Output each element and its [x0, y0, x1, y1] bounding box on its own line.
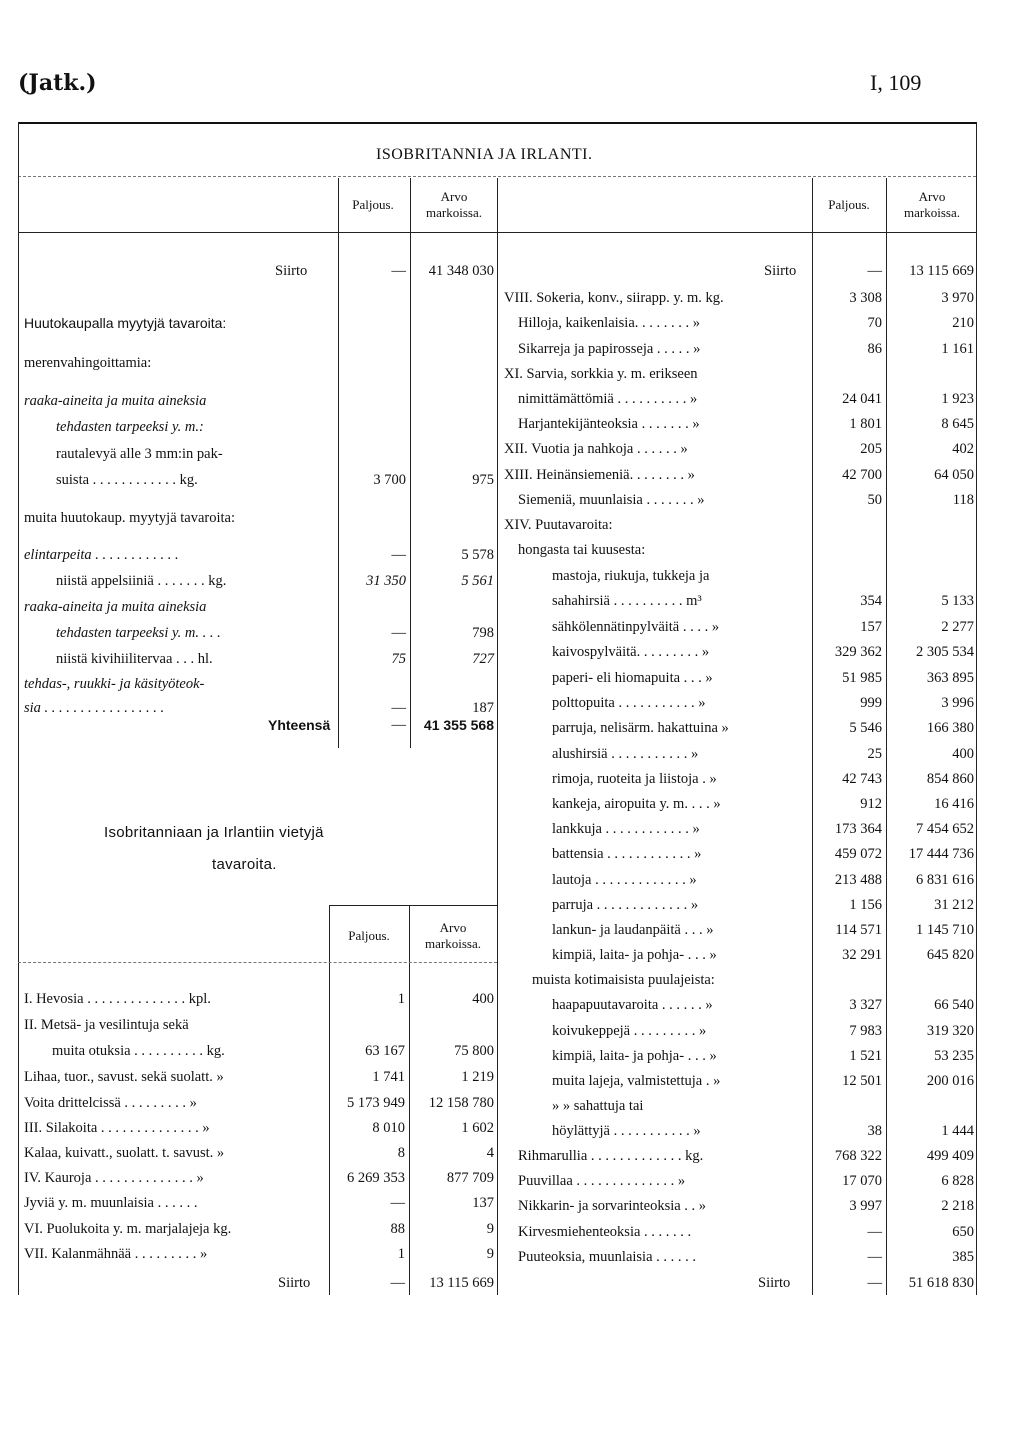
export-row-label: muista kotimaisista puulajeista:	[532, 972, 715, 988]
exports-title-line2: tavaroita.	[212, 856, 277, 873]
auction-row-label: tehdas-, ruukki- ja käsityöteok-	[24, 676, 205, 692]
export-row-label: Hilloja, kaikenlaisia. . . . . . . . »	[518, 315, 701, 331]
export-row-label: VII. Kalanmähnää . . . . . . . . . »	[24, 1246, 208, 1262]
export-row-qty: 32 291	[842, 947, 882, 963]
export-row-qty: 3 997	[849, 1198, 882, 1214]
export-row-label: kimpiä, laita- ja pohja- . . . »	[552, 947, 717, 963]
col-head-value-left: Arvo markoissa.	[426, 189, 482, 221]
export-row-value: 2 218	[941, 1198, 974, 1214]
section-marker: (Jatk.)	[18, 70, 97, 96]
left2-qty-rule	[329, 905, 330, 1295]
export-row-value: 6 831 616	[916, 872, 974, 888]
export-row-qty: 38	[867, 1123, 882, 1139]
export-row-qty: 329 362	[834, 644, 882, 660]
export-row-label: lankkuja . . . . . . . . . . . . »	[552, 821, 700, 837]
export-row-value: 118	[952, 492, 974, 508]
export-row-value: 166 380	[926, 720, 974, 736]
col-head-value-left2: Arvo markoissa.	[425, 920, 481, 952]
siirto-val-bottom-left: 13 115 669	[429, 1275, 494, 1291]
export-row-qty: 1 801	[849, 416, 882, 432]
siirto-val-top-left: 41 348 030	[428, 263, 494, 279]
export-row-value: 1 602	[461, 1120, 494, 1136]
export-row-label: mastoja, riukuja, tukkeja ja	[552, 568, 710, 584]
siirto-qty-top-left: —	[391, 263, 406, 279]
left-qty-rule	[338, 178, 339, 748]
export-row-label: Voita drittelcissä . . . . . . . . . »	[24, 1095, 197, 1111]
export-row-label: » » sahattuja tai	[552, 1098, 644, 1114]
auction-row-value: 727	[472, 651, 494, 667]
export-row-qty: 88	[390, 1221, 405, 1237]
export-row-label: battensia . . . . . . . . . . . . »	[552, 846, 702, 862]
export-row-label: paperi- eli hiomapuita . . . »	[552, 670, 713, 686]
export-row-label: Jyviä y. m. muunlaisia . . . . . .	[24, 1195, 198, 1211]
center-rule	[497, 178, 498, 1295]
export-row-value: 137	[472, 1195, 494, 1211]
auction-row-label: niistä appelsiiniä . . . . . . . kg.	[56, 573, 227, 589]
export-row-value: 9	[486, 1221, 494, 1237]
export-row-value: 2 277	[941, 619, 974, 635]
export-row-qty: 42 700	[842, 467, 882, 483]
export-row-qty: 5 546	[849, 720, 882, 736]
export-row-label: Kalaa, kuivatt., suolatt. t. savust. »	[24, 1145, 225, 1161]
left-edge-rule	[18, 122, 19, 1295]
export-row-qty: 6 269 353	[347, 1170, 405, 1186]
export-row-value: 3 970	[941, 290, 974, 306]
export-row-qty: 42 743	[842, 771, 882, 787]
auction-row-label: muita huutokaup. myytyjä tavaroita:	[24, 510, 236, 526]
export-row-qty: 70	[867, 315, 882, 331]
right-val-rule	[886, 178, 887, 1295]
siirto-qty-top-right: —	[867, 263, 882, 279]
export-row-label: koivukeppejä . . . . . . . . . »	[552, 1023, 707, 1039]
export-row-value: 363 895	[926, 670, 974, 686]
export-row-value: 6 828	[941, 1173, 974, 1189]
export-row-value: 854 860	[926, 771, 974, 787]
export-row-value: 400	[472, 991, 494, 1007]
export-row-label: Rihmarullia . . . . . . . . . . . . . kg.	[518, 1148, 704, 1164]
page-title: ISOBRITANNIA JA IRLANTI.	[376, 146, 593, 163]
export-row-value: 2 305 534	[916, 644, 974, 660]
auction-row-label: suista . . . . . . . . . . . . kg.	[56, 472, 198, 488]
export-row-label: kankeja, airopuita y. m. . . . »	[552, 796, 721, 812]
export-row-value: 53 235	[934, 1048, 974, 1064]
export-row-qty: 12 501	[842, 1073, 882, 1089]
export-row-qty: —	[867, 1224, 882, 1240]
export-row-qty: 213 488	[834, 872, 882, 888]
left2-val-rule	[409, 905, 410, 1295]
col-head-qty-right: Paljous.	[828, 197, 870, 212]
export-row-label: Puuvillaa . . . . . . . . . . . . . . »	[518, 1173, 686, 1189]
export-row-label: IV. Kauroja . . . . . . . . . . . . . . »	[24, 1170, 204, 1186]
export-row-qty: 205	[860, 441, 882, 457]
export-row-label: lankun- ja laudanpäitä . . . »	[552, 922, 714, 938]
export-row-label: parruja . . . . . . . . . . . . . »	[552, 897, 699, 913]
export-row-qty: 114 571	[835, 922, 882, 938]
auction-row-label: raaka-aineita ja muita aineksia	[24, 393, 207, 409]
export-row-label: lautoja . . . . . . . . . . . . . »	[552, 872, 697, 888]
export-row-value: 12 158 780	[428, 1095, 494, 1111]
export-row-label: Nikkarin- ja sorvarinteoksia . . »	[518, 1198, 707, 1214]
export-row-label: III. Silakoita . . . . . . . . . . . . . . »	[24, 1120, 210, 1136]
export-row-value: 17 444 736	[908, 846, 974, 862]
export-row-label: parruja, nelisärm. hakattuina »	[552, 720, 729, 736]
export-row-qty: 1	[397, 1246, 405, 1262]
right-edge-rule	[976, 122, 977, 1295]
title-rule	[18, 176, 976, 177]
export-row-qty: 1 741	[372, 1069, 405, 1085]
page-number: I, 109	[870, 70, 922, 95]
export-row-label: kimpiä, laita- ja pohja- . . . »	[552, 1048, 717, 1064]
auction-row-qty: 31 350	[366, 573, 406, 589]
export-row-label: kaivospylväitä. . . . . . . . . »	[552, 644, 710, 660]
export-row-label: XIV. Puutavaroita:	[504, 517, 613, 533]
yhteensa-qty: —	[391, 717, 406, 733]
export-row-value: 499 409	[926, 1148, 974, 1164]
export-row-qty: 86	[867, 341, 882, 357]
export-row-qty: 768 322	[834, 1148, 882, 1164]
col-head-qty-left2: Paljous.	[348, 928, 390, 943]
export-row-qty: 999	[860, 695, 882, 711]
export-row-qty: 1	[397, 991, 405, 1007]
export-row-label: Sikarreja ja papirosseja . . . . . »	[518, 341, 701, 357]
export-row-label: VIII. Sokeria, konv., siirapp. y. m. kg.	[504, 290, 724, 306]
export-row-value: 16 416	[934, 796, 974, 812]
export-row-value: 5 133	[941, 593, 974, 609]
export-row-qty: 63 167	[365, 1043, 405, 1059]
export-row-label: muita lajeja, valmistettuja . »	[552, 1073, 721, 1089]
auction-row-label: rautalevyä alle 3 mm:in pak-	[56, 446, 223, 462]
auction-row-label: merenvahingoittamia:	[24, 355, 152, 371]
auction-row-qty: 75	[391, 651, 406, 667]
export-row-value: 210	[952, 315, 974, 331]
auction-row-qty: —	[391, 625, 406, 641]
export-row-qty: 912	[860, 796, 882, 812]
export-row-value: 7 454 652	[916, 821, 974, 837]
export-row-label: sahahirsiä . . . . . . . . . . m³	[552, 593, 702, 609]
export-row-label: Harjantekijänteoksia . . . . . . . »	[518, 416, 700, 432]
siirto-label-top-right: Siirto	[764, 263, 797, 279]
export-row-label: II. Metsä- ja vesilintuja sekä	[24, 1017, 189, 1033]
export-row-value: 4	[486, 1145, 494, 1161]
left2-head-rule	[18, 962, 497, 963]
export-row-label: Kirvesmiehenteoksia . . . . . . .	[518, 1224, 692, 1240]
export-row-label: XI. Sarvia, sorkkia y. m. erikseen	[504, 366, 698, 382]
export-row-qty: 8 010	[372, 1120, 405, 1136]
auction-row-qty: —	[391, 547, 406, 563]
yhteensa-label: Yhteensä	[268, 717, 331, 733]
siirto-val-top-right: 13 115 669	[909, 263, 974, 279]
export-row-qty: 3 308	[849, 290, 882, 306]
export-row-label: I. Hevosia . . . . . . . . . . . . . . kpl.	[24, 991, 211, 1007]
siirto-label-bottom-right: Siirto	[758, 1275, 791, 1291]
export-row-value: 1 444	[941, 1123, 974, 1139]
export-row-qty: —	[867, 1249, 882, 1265]
export-row-value: 650	[952, 1224, 974, 1240]
auction-row-value: 798	[472, 625, 494, 641]
export-row-value: 1 145 710	[916, 922, 974, 938]
export-row-value: 8 645	[941, 416, 974, 432]
exports-title-line1: Isobritanniaan ja Irlantiin vietyjä	[104, 824, 324, 841]
auction-row-label: tehdasten tarpeeksi y. m. . . .	[56, 625, 221, 641]
export-row-qty: 354	[860, 593, 882, 609]
siirto-label-bottom-left: Siirto	[278, 1275, 311, 1291]
right-qty-rule	[812, 178, 813, 1295]
auction-row-value: 187	[472, 700, 494, 716]
export-row-value: 31 212	[934, 897, 974, 913]
siirto-val-bottom-right: 51 618 830	[908, 1275, 974, 1291]
export-row-label: haapapuutavaroita . . . . . . »	[552, 997, 713, 1013]
export-row-value: 66 540	[934, 997, 974, 1013]
export-row-qty: 7 983	[849, 1023, 882, 1039]
export-row-value: 200 016	[926, 1073, 974, 1089]
export-row-label: hongasta tai kuusesta:	[518, 542, 646, 558]
export-row-qty: 17 070	[842, 1173, 882, 1189]
export-row-label: XIII. Heinänsiemeniä. . . . . . . . »	[504, 467, 695, 483]
export-row-value: 3 996	[941, 695, 974, 711]
export-row-qty: 51 985	[842, 670, 882, 686]
export-row-value: 645 820	[926, 947, 974, 963]
export-row-label: Puuteoksia, muunlaisia . . . . . .	[518, 1249, 697, 1265]
export-row-qty: 24 041	[842, 391, 882, 407]
export-row-qty: 459 072	[834, 846, 882, 862]
export-row-value: 1 219	[461, 1069, 494, 1085]
export-row-label: sähkölennätinpylväitä . . . . »	[552, 619, 720, 635]
export-row-value: 64 050	[934, 467, 974, 483]
export-row-qty: 1 156	[849, 897, 882, 913]
export-row-value: 400	[952, 746, 974, 762]
col-head-qty-left: Paljous.	[352, 197, 394, 212]
export-row-label: muita otuksia . . . . . . . . . . kg.	[52, 1043, 225, 1059]
export-row-label: VI. Puolukoita y. m. marjalajeja kg.	[24, 1221, 232, 1237]
export-row-label: rimoja, ruoteita ja liistoja . »	[552, 771, 717, 787]
export-row-qty: —	[390, 1195, 405, 1211]
siirto-qty-bottom-left: —	[390, 1275, 405, 1291]
export-row-qty: 173 364	[834, 821, 882, 837]
export-row-qty: 157	[860, 619, 882, 635]
export-row-value: 402	[952, 441, 974, 457]
export-row-label: höylättyjä . . . . . . . . . . . »	[552, 1123, 701, 1139]
export-row-qty: 1 521	[849, 1048, 882, 1064]
export-row-value: 1 923	[941, 391, 974, 407]
export-row-label: Lihaa, tuor., savust. sekä suolatt. »	[24, 1069, 224, 1085]
siirto-label-top-left: Siirto	[275, 263, 308, 279]
auction-row-label: elintarpeita . . . . . . . . . . . .	[24, 547, 179, 563]
export-row-label: XII. Vuotia ja nahkoja . . . . . . »	[504, 441, 688, 457]
auction-row-label: sia . . . . . . . . . . . . . . . . .	[24, 700, 165, 716]
export-row-value: 9	[486, 1246, 494, 1262]
left-val-rule	[410, 178, 411, 748]
export-row-value: 75 800	[454, 1043, 494, 1059]
header-rule	[18, 122, 976, 124]
auction-row-value: 975	[472, 472, 494, 488]
export-row-qty: 50	[867, 492, 882, 508]
export-row-label: polttopuita . . . . . . . . . . . »	[552, 695, 706, 711]
auction-row-value: 5 561	[461, 573, 494, 589]
export-row-value: 385	[952, 1249, 974, 1265]
export-row-value: 319 320	[926, 1023, 974, 1039]
export-row-value: 877 709	[446, 1170, 494, 1186]
export-row-qty: 3 327	[849, 997, 882, 1013]
siirto-qty-bottom-right: —	[867, 1275, 882, 1291]
auction-row-value: 5 578	[461, 547, 494, 563]
auction-row-qty: —	[391, 700, 406, 716]
auction-section-title: Huutokaupalla myytyjä tavaroita:	[24, 315, 227, 331]
auction-row-qty: 3 700	[373, 472, 406, 488]
export-row-label: alushirsiä . . . . . . . . . . . »	[552, 746, 699, 762]
auction-row-label: niistä kivihiilitervaa . . . hl.	[56, 651, 213, 667]
col-head-value-right: Arvo markoissa.	[904, 189, 960, 221]
export-row-label: nimittämättömiä . . . . . . . . . . »	[518, 391, 698, 407]
export-row-qty: 8	[397, 1145, 405, 1161]
export-row-qty: 5 173 949	[347, 1095, 405, 1111]
export-row-value: 1 161	[941, 341, 974, 357]
auction-row-label: tehdasten tarpeeksi y. m.:	[56, 419, 204, 435]
left2-head-rule-top	[330, 905, 497, 906]
export-row-label: Siemeniä, muunlaisia . . . . . . . »	[518, 492, 705, 508]
auction-row-label: raaka-aineita ja muita aineksia	[24, 599, 207, 615]
export-row-qty: 25	[867, 746, 882, 762]
yhteensa-value: 41 355 568	[423, 717, 494, 733]
